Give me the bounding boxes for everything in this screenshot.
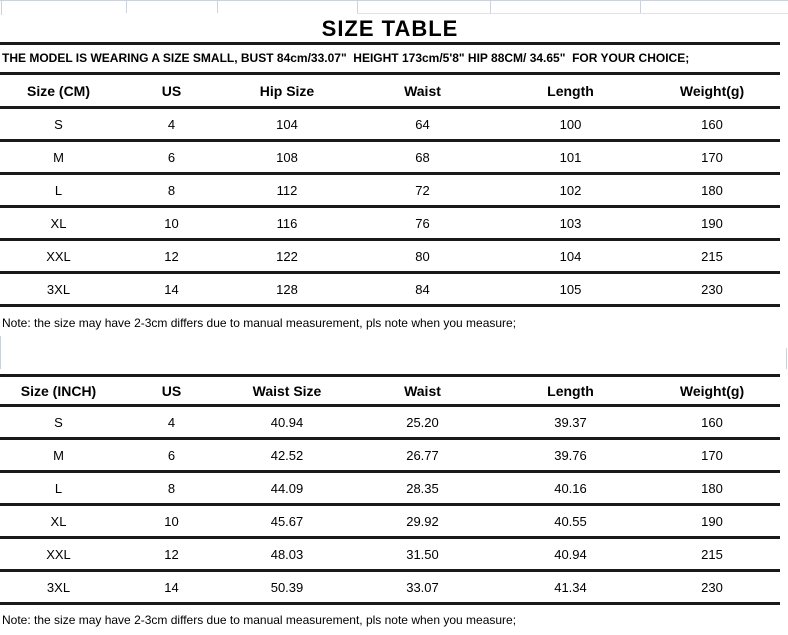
table-cell: 112 bbox=[226, 174, 348, 207]
column-header: Waist bbox=[348, 376, 497, 406]
table-cell: 108 bbox=[226, 141, 348, 174]
table-row bbox=[0, 472, 780, 505]
table-cell: 44.09 bbox=[226, 472, 348, 505]
table-row bbox=[0, 538, 780, 571]
column-header: Hip Size bbox=[226, 75, 348, 108]
column-header: Length bbox=[497, 376, 644, 406]
table-cell: L bbox=[0, 174, 117, 207]
table-cell: 190 bbox=[644, 505, 780, 538]
column-header: US bbox=[117, 75, 226, 108]
table-cell: 12 bbox=[117, 538, 226, 571]
table-cell: 12 bbox=[117, 240, 226, 273]
table-cell: 8 bbox=[117, 472, 226, 505]
column-header: Length bbox=[497, 75, 644, 108]
column-header: Size (CM) bbox=[0, 75, 117, 108]
header-row bbox=[0, 75, 780, 108]
table-cell: 29.92 bbox=[348, 505, 497, 538]
table-row bbox=[0, 207, 780, 240]
table-cell: 31.50 bbox=[348, 538, 497, 571]
table-cell: XL bbox=[0, 505, 117, 538]
header-row bbox=[0, 376, 780, 406]
table-cell: 68 bbox=[348, 141, 497, 174]
table-cell: 41.34 bbox=[497, 571, 644, 604]
table-cell: 160 bbox=[644, 108, 780, 141]
table-cell: 100 bbox=[497, 108, 644, 141]
table-cell: 104 bbox=[226, 108, 348, 141]
spreadsheet-gridline bbox=[786, 348, 787, 369]
table-cell: 3XL bbox=[0, 571, 117, 604]
measurement-note: Note: the size may have 2-3cm differs due to manual measurement, pls note when you measure; bbox=[2, 316, 517, 330]
table-cell: 14 bbox=[117, 273, 226, 306]
model-size-info: THE MODEL IS WEARING A SIZE SMALL, BUST 84cm/33.07" HEIGHT 173cm/5'8" HIP 88CM/ 34.65" FOR YOUR CHOICE; bbox=[2, 51, 690, 65]
table-cell: 14 bbox=[117, 571, 226, 604]
table-cell: 48.03 bbox=[226, 538, 348, 571]
column-header: Waist Size bbox=[226, 376, 348, 406]
size-table-cm bbox=[0, 75, 780, 307]
table-cell: 33.07 bbox=[348, 571, 497, 604]
table-cell: 3XL bbox=[0, 273, 117, 306]
table-cell: 50.39 bbox=[226, 571, 348, 604]
table-cell: 10 bbox=[117, 207, 226, 240]
table-cell: 26.77 bbox=[348, 439, 497, 472]
table-cell: 170 bbox=[644, 439, 780, 472]
table-row bbox=[0, 240, 780, 273]
table-cell: 104 bbox=[497, 240, 644, 273]
table-cell: 40.94 bbox=[497, 538, 644, 571]
table-cell: 180 bbox=[644, 174, 780, 207]
table-row bbox=[0, 439, 780, 472]
table-cell: M bbox=[0, 141, 117, 174]
table-cell: 105 bbox=[497, 273, 644, 306]
column-header: Weight(g) bbox=[644, 376, 780, 406]
table-cell: 28.35 bbox=[348, 472, 497, 505]
table-cell: 160 bbox=[644, 406, 780, 439]
table-cell: 76 bbox=[348, 207, 497, 240]
table-cell: 40.55 bbox=[497, 505, 644, 538]
table-cell: 6 bbox=[117, 439, 226, 472]
table-cell: S bbox=[0, 108, 117, 141]
table-cell: XL bbox=[0, 207, 117, 240]
table-cell: 64 bbox=[348, 108, 497, 141]
table-cell: 40.94 bbox=[226, 406, 348, 439]
table-cell: 39.76 bbox=[497, 439, 644, 472]
table-cell: L bbox=[0, 472, 117, 505]
table-cell: 116 bbox=[226, 207, 348, 240]
table-cell: M bbox=[0, 439, 117, 472]
table-row bbox=[0, 505, 780, 538]
table-cell: 8 bbox=[117, 174, 226, 207]
table-row bbox=[0, 108, 780, 141]
column-header: US bbox=[117, 376, 226, 406]
table-cell: 101 bbox=[497, 141, 644, 174]
table-cell: 4 bbox=[117, 108, 226, 141]
table-row bbox=[0, 174, 780, 207]
table-cell: 45.67 bbox=[226, 505, 348, 538]
table-cell: 42.52 bbox=[226, 439, 348, 472]
table-cell: 190 bbox=[644, 207, 780, 240]
table-cell: S bbox=[0, 406, 117, 439]
table-cell: 4 bbox=[117, 406, 226, 439]
column-header: Weight(g) bbox=[644, 75, 780, 108]
column-header: Size (INCH) bbox=[0, 376, 117, 406]
table-cell: 215 bbox=[644, 240, 780, 273]
table-cell: 103 bbox=[497, 207, 644, 240]
table-cell: XXL bbox=[0, 538, 117, 571]
page-title: SIZE TABLE bbox=[321, 16, 459, 41]
table-cell: 230 bbox=[644, 571, 780, 604]
table-row bbox=[0, 273, 780, 306]
table-cell: 6 bbox=[117, 141, 226, 174]
table-cell: 72 bbox=[348, 174, 497, 207]
table-cell: 215 bbox=[644, 538, 780, 571]
table-row bbox=[0, 406, 780, 439]
table-cell: 84 bbox=[348, 273, 497, 306]
table-row bbox=[0, 141, 780, 174]
table-cell: XXL bbox=[0, 240, 117, 273]
table-cell: 25.20 bbox=[348, 406, 497, 439]
table-cell: 10 bbox=[117, 505, 226, 538]
table-cell: 128 bbox=[226, 273, 348, 306]
measurement-note: Note: the size may have 2-3cm differs due to manual measurement, pls note when you measure; bbox=[2, 613, 517, 627]
column-header: Waist bbox=[348, 75, 497, 108]
table-cell: 40.16 bbox=[497, 472, 644, 505]
table-cell: 122 bbox=[226, 240, 348, 273]
table-cell: 170 bbox=[644, 141, 780, 174]
table-cell: 102 bbox=[497, 174, 644, 207]
table-cell: 80 bbox=[348, 240, 497, 273]
table-cell: 230 bbox=[644, 273, 780, 306]
table-cell: 39.37 bbox=[497, 406, 644, 439]
table-row bbox=[0, 571, 780, 604]
table-cell: 180 bbox=[644, 472, 780, 505]
size-table-inch bbox=[0, 374, 780, 605]
